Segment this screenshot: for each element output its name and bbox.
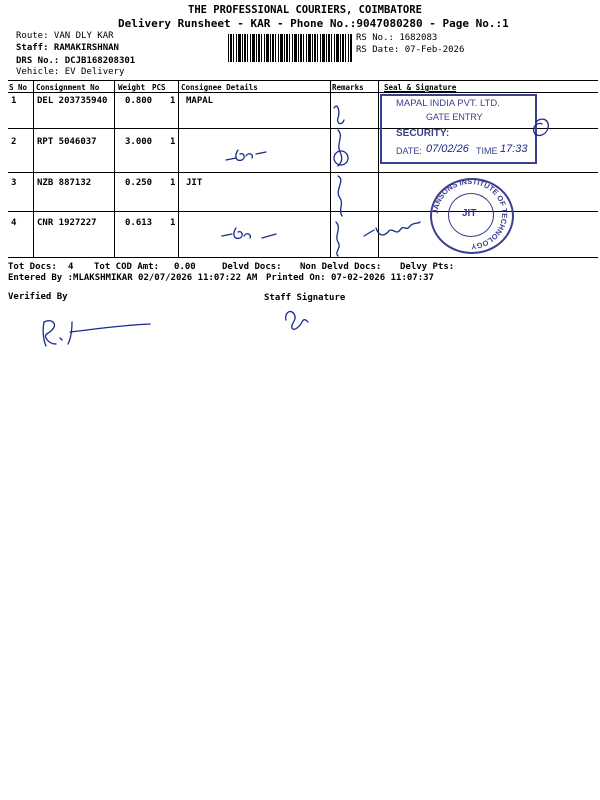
stamp-time-value: 17:33 [500,143,528,155]
stamp-time-label: TIME [476,146,498,156]
tot-cod-label: Tot COD Amt: [94,262,160,272]
vehicle-text: Vehicle: EV Delivery [16,67,125,77]
row-4-signature [222,228,276,238]
stamp-company: MAPAL INDIA PVT. LTD. [396,98,500,109]
delvy-pts-label: Delvy Pts: [400,262,455,272]
remark-mark-3 [338,176,342,216]
row-2-signature [226,150,266,160]
row-4-seal-signature [364,222,420,236]
runsheet-subtitle: Delivery Runsheet - KAR - Phone No.:9047080280 - Page No.:1 [118,17,509,30]
row-3-pcs: 1 [170,178,176,188]
route-text: Route: VAN DLY KAR [16,31,114,41]
stamp-gate-entry: GATE ENTRY [426,112,483,122]
row-4-consignment: CNR 1927227 [37,218,97,228]
row-4-weight: 0.613 [125,218,153,228]
row-1-consignee: MAPAL [186,96,214,106]
rs-date-text: RS Date: 07-Feb-2026 [356,45,465,55]
printed-on-text: Printed On: 07-02-2026 11:07:37 [266,273,434,283]
verifier-signature [43,321,150,346]
staff-signature-label: Staff Signature [264,293,346,303]
staff-text: Staff: RAMAKIRSHNAN [16,43,119,53]
remark-mark-1 [334,106,344,123]
col-header-sno: S No [9,83,28,92]
company-title: THE PROFESSIONAL COURIERS, COIMBATORE [188,4,422,16]
remark-mark-4 [336,222,339,256]
col-header-consignment: Consignment No [36,83,100,92]
row-3-sno: 3 [11,178,17,188]
col-header-weight: Weight [118,83,146,92]
tot-cod-value: 0.00 [174,262,196,272]
stamp-security: SECURITY: [396,128,450,139]
delvd-docs-label: Delvd Docs: [222,262,282,272]
row-1-weight: 0.800 [125,96,153,106]
stamp-date-value: 07/02/26 [426,143,469,155]
circled-2-mark [534,119,549,135]
svg-text:JANSONS INSTITUTE OF TECHNOLOG: JANSONS INSTITUTE OF TECHNOLOGY [430,178,510,250]
row-2-sno: 2 [11,137,17,147]
col-header-seal: Seal & Signature [384,83,457,92]
row-1-consignment: DEL 203735940 [37,96,108,106]
row-1-pcs: 1 [170,96,176,106]
row-3-weight: 0.250 [125,178,153,188]
tot-docs-label: Tot Docs: [8,262,57,272]
row-4-pcs: 1 [170,218,176,228]
staff-signature-mark [286,312,308,330]
col-header-remarks: Remarks [332,83,364,92]
tot-docs-value: 4 [68,262,74,272]
row-3-consignee: JIT [186,178,203,188]
verified-by-label: Verified By [8,292,68,302]
row-4-sno: 4 [11,218,17,228]
remark-mark-2 [338,130,342,166]
row-2-weight: 3.000 [125,137,153,147]
non-delvd-docs-label: Non Delvd Docs: [300,262,382,272]
col-header-consignee: Consignee Details [181,83,258,92]
stamp-date-label: DATE: [396,146,422,156]
col-header-pcs: PCS [152,83,166,92]
entered-by-text: Entered By :MLAKSHMIKAR 02/07/2026 11:07:22 AM [8,273,258,283]
row-3-consignment: NZB 887132 [37,178,92,188]
rs-no-text: RS No.: 1682083 [356,33,438,43]
jit-inner-text: JIT [462,208,477,219]
row-2-consignment: RPT 5046037 [37,137,97,147]
drs-text: DRS No.: DCJB168208301 [16,56,136,66]
row-2-pcs: 1 [170,137,176,147]
row-1-sno: 1 [11,96,17,106]
